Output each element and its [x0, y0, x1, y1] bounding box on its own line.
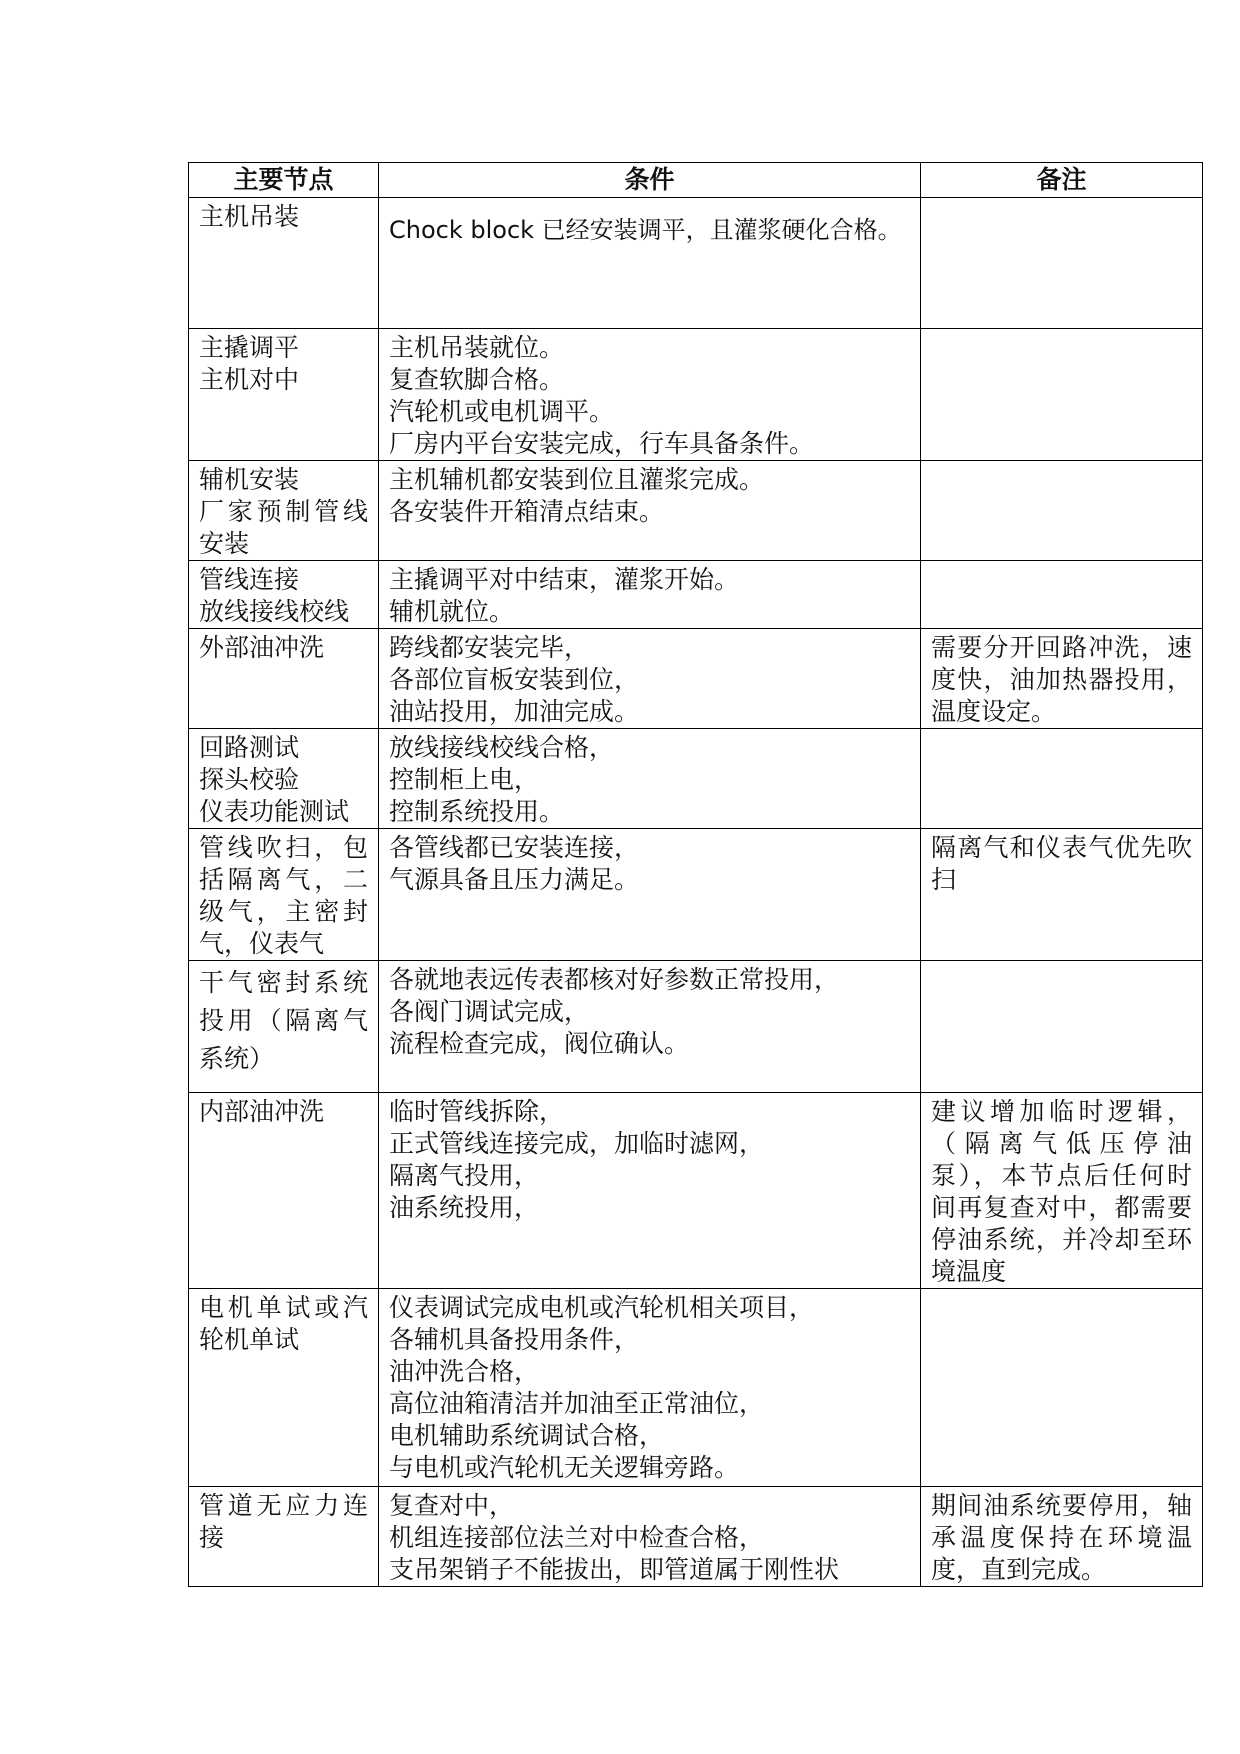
condition-text: 各阀门调试完成，: [389, 997, 590, 1026]
node-text: 管线吹扫，包括隔离气，二级气，主密封气，仪表气: [199, 833, 368, 958]
condition-text: 各安装件开箱清点结束。: [389, 497, 665, 526]
table-row: [189, 1093, 1203, 1289]
table-row: [189, 561, 1203, 629]
node-text: 厂家预制管线安装: [199, 497, 368, 558]
condition-text: 机组连接部位法兰对中检查合格，: [389, 1523, 765, 1552]
node-cell: [189, 829, 379, 961]
conditions-cell: [379, 198, 921, 329]
node-text: 管线连接: [199, 565, 300, 594]
conditions-cell: [379, 729, 921, 829]
condition-text: 控制柜上电，: [389, 765, 540, 794]
remarks-cell: [921, 198, 1203, 329]
table-row: [189, 461, 1203, 561]
condition-text: 复查对中，: [389, 1491, 515, 1520]
condition-text: 辅机就位。: [389, 597, 515, 626]
conditions-cell: [379, 961, 921, 1093]
condition-text: 油冲洗合格，: [389, 1357, 540, 1386]
header-conditions: 条件: [379, 163, 921, 198]
table-row: [189, 829, 1203, 961]
node-cell: [189, 461, 379, 561]
condition-text: 厂房内平台安装完成，行车具备条件。: [389, 429, 815, 458]
table-header: [189, 163, 1203, 198]
condition-text: 主撬调平对中结束，灌浆开始。: [389, 565, 740, 594]
remarks-cell: [921, 329, 1203, 461]
remarks-cell: [921, 961, 1203, 1093]
header-remarks: 备注: [921, 163, 1203, 198]
header-node: 主要节点: [189, 163, 379, 198]
condition-text: 放线接线校线合格，: [389, 733, 615, 762]
table-row: [189, 329, 1203, 461]
condition-text: 各辅机具备投用条件，: [389, 1325, 640, 1354]
conditions-cell: [379, 829, 921, 961]
remarks-cell: [921, 629, 1203, 729]
remarks-cell: [921, 1487, 1203, 1587]
node-cell: [189, 561, 379, 629]
condition-text: 主机吊装就位。: [389, 333, 565, 362]
remarks-cell: [921, 729, 1203, 829]
remarks-cell: [921, 561, 1203, 629]
remark-text: 期间油系统要停用，轴承温度保持在环境温度，直到完成。: [931, 1491, 1192, 1584]
conditions-cell: [379, 1289, 921, 1487]
node-text: 外部油冲洗: [199, 633, 325, 662]
node-cell: [189, 629, 379, 729]
node-cell: [189, 961, 379, 1093]
condition-text: 油系统投用，: [389, 1193, 540, 1222]
remark-text: 隔离气和仪表气优先吹扫: [931, 833, 1192, 894]
condition-text: 支吊架销子不能拔出，即管道属于刚性状: [389, 1555, 840, 1584]
condition-text: Chock block 已经安装调平，且灌浆硬化合格。: [389, 216, 902, 244]
conditions-cell: [379, 329, 921, 461]
node-text: 管道无应力连接: [199, 1491, 368, 1552]
conditions-cell: [379, 629, 921, 729]
condition-text: 隔离气投用，: [389, 1161, 540, 1190]
node-text: 仪表功能测试: [199, 797, 350, 826]
table-row: [189, 961, 1203, 1093]
node-text: 主撬调平: [199, 333, 300, 362]
remark-text: 需要分开回路冲洗，速度快，油加热器投用，温度设定。: [931, 633, 1192, 726]
condition-text: 流程检查完成，阀位确认。: [389, 1029, 690, 1058]
condition-text: 与电机或汽轮机无关逻辑旁路。: [389, 1453, 740, 1482]
conditions-cell: [379, 1093, 921, 1289]
condition-text: 主机辅机都安装到位且灌浆完成。: [389, 465, 765, 494]
condition-text: 正式管线连接完成，加临时滤网，: [389, 1129, 765, 1158]
condition-text: 仪表调试完成电机或汽轮机相关项目，: [389, 1293, 815, 1322]
condition-text: 临时管线拆除，: [389, 1097, 565, 1126]
condition-text: 各就地表远传表都核对好参数正常投用，: [389, 965, 840, 994]
node-text: 回路测试: [199, 733, 300, 762]
condition-text: 控制系统投用。: [389, 797, 565, 826]
table-row: [189, 1487, 1203, 1587]
condition-text: 跨线都安装完毕，: [389, 633, 590, 662]
table-row: [189, 198, 1203, 329]
node-text: 主机对中: [199, 365, 300, 394]
node-cell: [189, 329, 379, 461]
conditions-cell: [379, 1487, 921, 1587]
table-row: [189, 1289, 1203, 1487]
remarks-cell: [921, 1093, 1203, 1289]
node-text: 干气密封系统投用（隔离气系统）: [199, 968, 368, 1073]
conditions-cell: [379, 561, 921, 629]
condition-text: 高位油箱清洁并加油至正常油位，: [389, 1389, 765, 1418]
condition-text: 复查软脚合格。: [389, 365, 565, 394]
remark-text: 建议增加临时逻辑，（隔离气低压停油泵），本节点后任何时间再复查对中，都需要停油系统，并冷却至环境温度: [931, 1097, 1192, 1286]
node-cell: [189, 1487, 379, 1587]
condition-text: 各管线都已安装连接，: [389, 833, 640, 862]
condition-text: 各部位盲板安装到位，: [389, 665, 640, 694]
remarks-cell: [921, 1289, 1203, 1487]
node-cell: [189, 1093, 379, 1289]
schedule-table: [188, 162, 1203, 1587]
node-cell: [189, 1289, 379, 1487]
remarks-cell: [921, 461, 1203, 561]
condition-text: 气源具备且压力满足。: [389, 865, 640, 894]
table-body: [189, 198, 1203, 1587]
node-text: 辅机安装: [199, 465, 300, 494]
node-text: 探头校验: [199, 765, 300, 794]
node-text: 内部油冲洗: [199, 1097, 325, 1126]
conditions-cell: [379, 461, 921, 561]
node-cell: [189, 198, 379, 329]
condition-text: 油站投用，加油完成。: [389, 697, 640, 726]
condition-text: 电机辅助系统调试合格，: [389, 1421, 665, 1450]
condition-text: 汽轮机或电机调平。: [389, 397, 615, 426]
table-row: [189, 729, 1203, 829]
node-cell: [189, 729, 379, 829]
node-text: 电机单试或汽轮机单试: [199, 1293, 368, 1354]
node-text: 主机吊装: [199, 202, 300, 231]
node-text: 放线接线校线: [199, 597, 350, 626]
table-row: [189, 629, 1203, 729]
remarks-cell: [921, 829, 1203, 961]
